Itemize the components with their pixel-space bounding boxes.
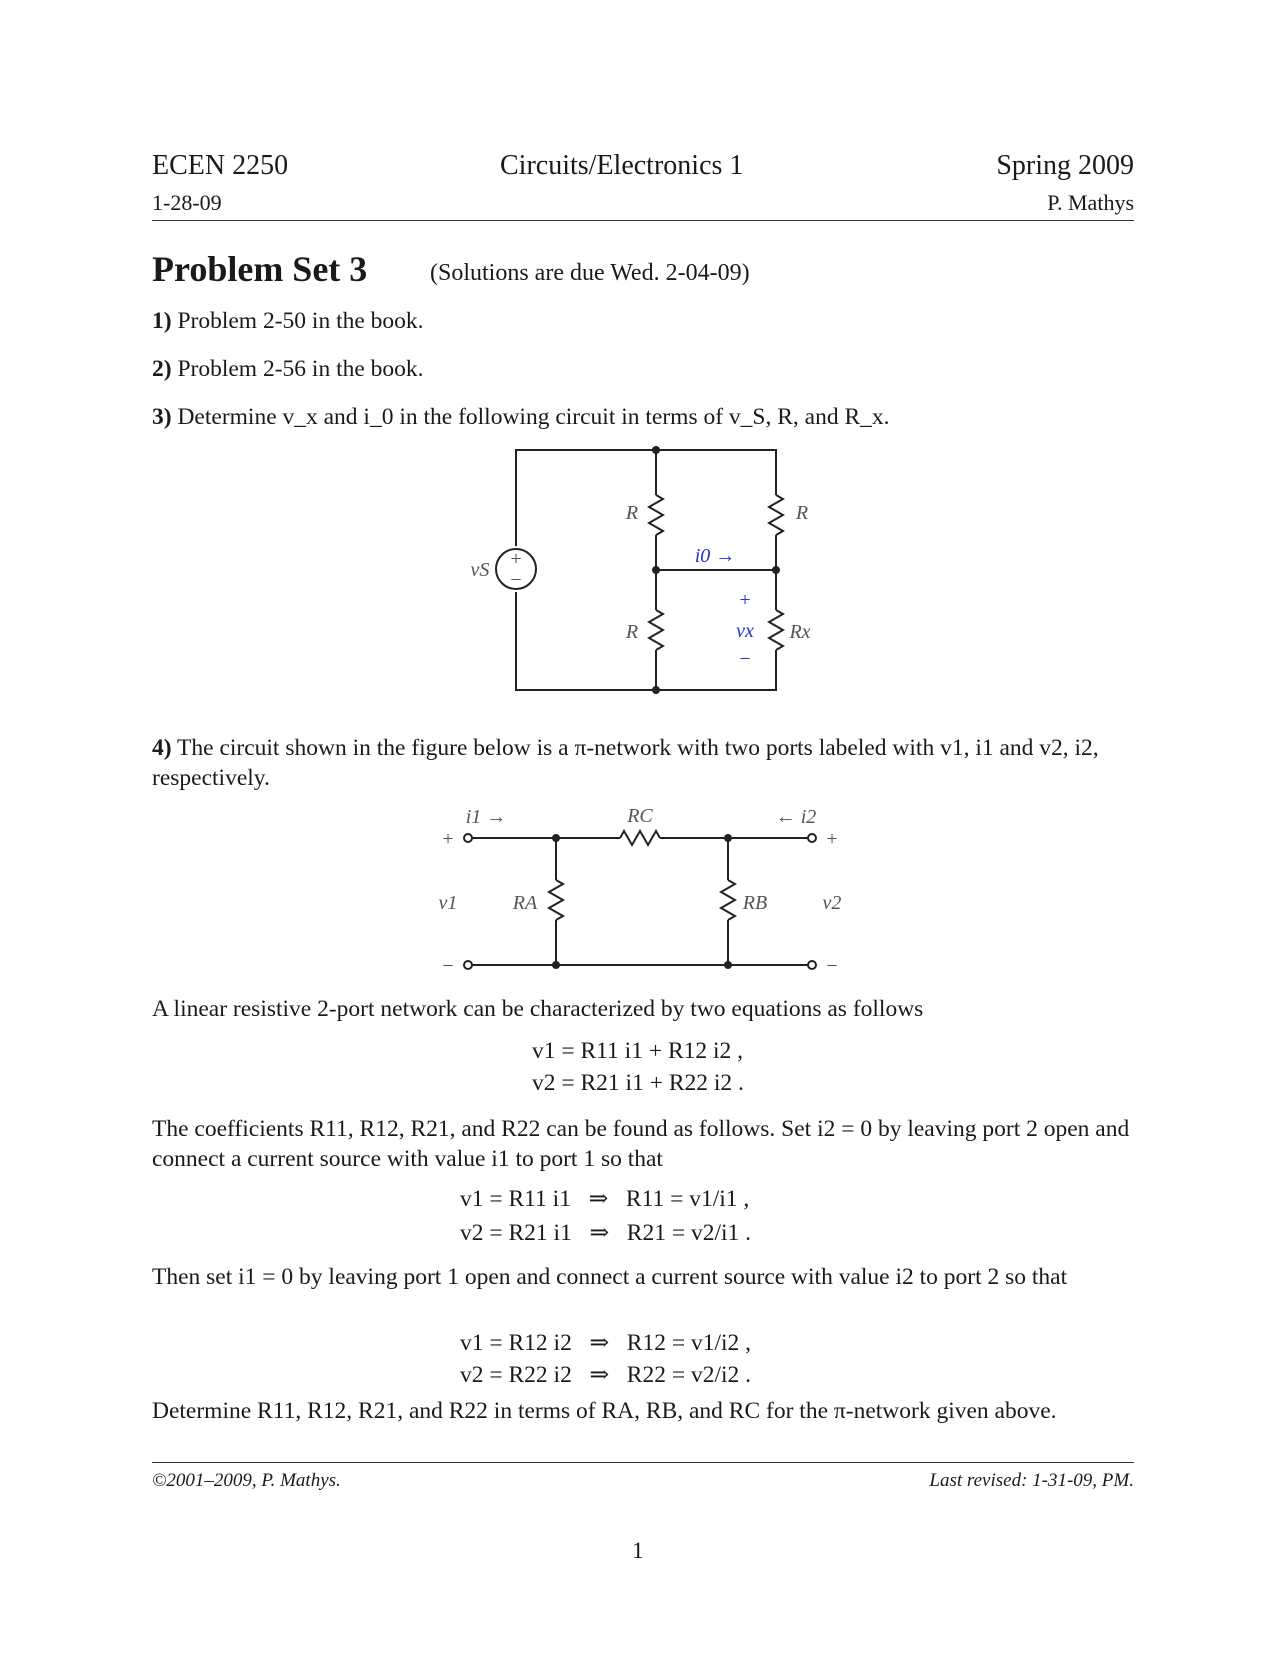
port-2-bottom-terminal [808,961,816,969]
resistor-rb [721,880,735,920]
set-2-equation-1: v1 = R12 i2 ⇒ R12 = v1/i2 , [460,1330,752,1356]
problem-1-number: 1) [152,308,172,334]
date: 1-28-09 [152,190,222,215]
then-text: Then set i1 = 0 by leaving port 1 open and connect a current source with value i2 to port 2 so that [152,1264,1068,1290]
v2-label: v2 [822,892,842,914]
source-label: vS [470,559,490,581]
i1-label: i1 → [465,806,507,828]
problem-3-text: Determine v_x and i_0 in the following circuit in terms of v_S, R, and R_x. [177,404,890,430]
ra-label: RA [512,892,538,914]
problem-2-text: Problem 2-56 in the book. [177,356,424,382]
r-bottom-left-label: R [625,621,639,643]
page-number: 1 [632,1538,644,1564]
i0-label: i0 → [694,545,736,567]
set-1-equation-2: v2 = R21 i1 ⇒ R21 = v2/i1 . [460,1220,752,1246]
source-minus: − [510,569,522,591]
page-title: Problem Set 3 [152,249,368,289]
port-2-top-terminal [808,834,816,842]
source-plus: + [510,548,522,570]
resistor-ra [549,880,563,920]
problem-2-number: 2) [152,356,172,382]
revised-date: Last revised: 1-31-09, PM. [929,1470,1134,1491]
due-note: (Solutions are due Wed. 2-04-09) [430,260,750,286]
vx-minus: − [739,648,751,670]
course-code: ECEN 2250 [152,150,289,181]
rx-label: Rx [789,621,811,643]
problem-1-text: Problem 2-50 in the book. [177,308,424,334]
vx-label: vx [736,620,754,642]
copyright: ©2001–2009, P. Mathys. [152,1470,341,1491]
port-1-bottom-terminal [464,961,472,969]
v1-label: v1 [438,892,458,914]
port-1-top-terminal [464,834,472,842]
vx-plus: + [739,589,751,611]
port-1-minus: − [442,955,454,977]
intro-text: A linear resistive 2-port network can be characterized by two equations as follows [152,996,924,1022]
rc-label: RC [627,805,653,827]
problem-3-number: 3) [152,404,172,430]
problem-4-number: 4) [152,735,172,761]
author: P. Mathys [1047,190,1134,215]
final-instruction: Determine R11, R12, R21, and R22 in terms of RA, RB, and RC for the π-network given above. [152,1398,1057,1424]
port-2-plus: + [826,828,838,850]
set-1-equation-1: v1 = R11 i1 ⇒ R11 = v1/i1 , [460,1186,750,1212]
course-title: Circuits/Electronics 1 [500,150,744,181]
port-1-plus: + [442,828,454,850]
problem-4-text: The circuit shown in the figure below is a π-network with two ports labeled with v1, i1 and v2, i2, respectively. [152,735,1099,791]
rb-label: RB [742,892,768,914]
i2-label: ← i2 [775,806,817,828]
port-2-minus: − [826,955,838,977]
equation-1: v1 = R11 i1 + R12 i2 , [532,1038,744,1064]
footer-rule [152,1462,1134,1463]
set-2-equation-2: v2 = R22 i2 ⇒ R22 = v2/i2 . [460,1362,752,1388]
r-top-left-label: R [625,502,639,524]
equation-2: v2 = R21 i1 + R22 i2 . [532,1070,744,1096]
term: Spring 2009 [996,150,1134,181]
r-top-right-label: R [795,502,809,524]
coefficients-text: The coefficients R11, R12, R21, and R22 can be found as follows. Set i2 = 0 by leaving port 2 open and connect a current source with value i1 to port 1 so that [152,1116,1130,1172]
resistor-rc [620,831,660,845]
